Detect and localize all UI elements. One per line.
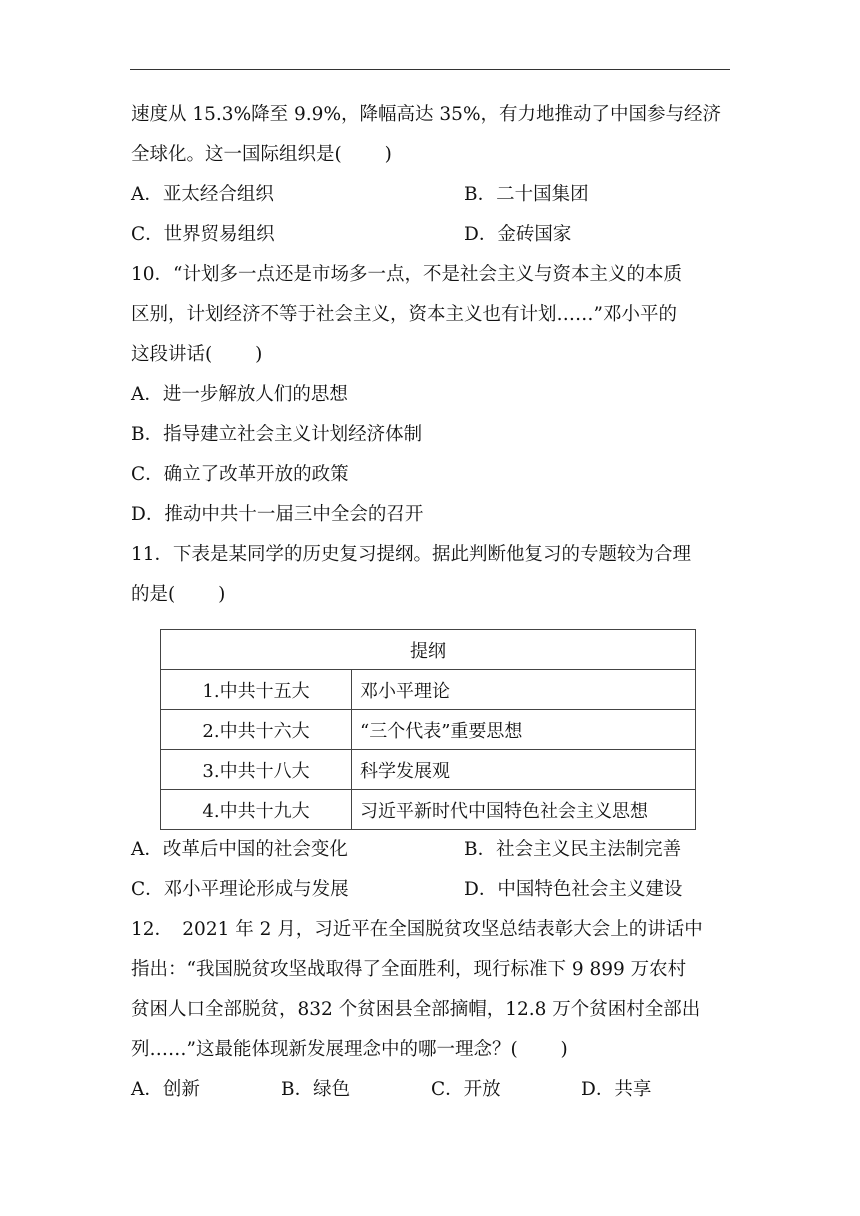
q10-line-3: 这段讲话( ) [131,344,263,365]
q12-option-c[interactable]: C．开放 [431,1079,501,1100]
outline-theory-2: “三个代表”重要思想 [352,710,696,750]
q9-option-d[interactable]: D．金砖国家 [464,224,572,245]
q12-line-4: 列……”这最能体现新发展理念中的哪一理念？( ) [131,1039,568,1060]
outline-congress-4: 4.中共十九大 [161,790,352,830]
q11-options-row-2 [131,870,731,910]
q11-option-a[interactable]: A．改革后中国的社会变化 [131,839,348,860]
q12-line-3: 贫困人口全部脱贫，832 个贫困县全部摘帽，12.8 万个贫困村全部出 [131,999,701,1020]
q9-options-row-2 [131,215,731,255]
q11-option-b[interactable]: B．社会主义民主法制完善 [464,839,682,860]
outline-congress-2: 2.中共十六大 [161,710,352,750]
outline-theory-3: 科学发展观 [352,750,696,790]
q9-option-c[interactable]: C．世界贸易组织 [131,224,275,245]
q11-line-2: 的是( ) [131,584,226,605]
q12-option-d[interactable]: D．共享 [581,1079,652,1100]
q9-line-1: 速度从 15.3%降至 9.9%，降幅高达 35%，有力地推动了中国参与经济 [131,104,722,125]
q9-options-row-1 [131,175,731,215]
q9-option-a[interactable]: A．亚太经合组织 [131,184,274,205]
q10-line-2: 区别，计划经济不等于社会主义，资本主义也有计划……”邓小平的 [131,304,677,325]
q11-option-c[interactable]: C．邓小平理论形成与发展 [131,879,349,900]
q12-options-row [131,1070,731,1110]
table-row [161,790,696,830]
q12-line-1: 12． 2021 年 2 月，习近平在全国脱贫攻坚总结表彰大会上的讲话中 [131,919,703,940]
outline-table [160,629,696,830]
q12-option-b[interactable]: B．绿色 [281,1079,351,1100]
exam-page [131,95,731,1110]
outline-theory-1: 邓小平理论 [352,670,696,710]
outline-header-row [161,630,696,670]
q9-option-b[interactable]: B．二十国集团 [464,184,589,205]
q10-line-1: 10．“计划多一点还是市场多一点，不是社会主义与资本主义的本质 [131,264,683,285]
q12-option-a[interactable]: A．创新 [131,1079,200,1100]
outline-header: 提纲 [161,630,696,670]
q10-option-a[interactable]: A．进一步解放人们的思想 [131,384,348,405]
q9-line-2: 全球化。这一国际组织是( ) [131,144,392,165]
header-rule [130,69,730,70]
table-row [161,670,696,710]
q12-line-2: 指出：“我国脱贫攻坚战取得了全面胜利，现行标准下 9 899 万农村 [131,959,687,980]
q10-option-b[interactable]: B．指导建立社会主义计划经济体制 [131,424,423,445]
table-row [161,750,696,790]
outline-theory-4: 习近平新时代中国特色社会主义思想 [352,790,696,830]
outline-congress-3: 3.中共十八大 [161,750,352,790]
q10-option-d[interactable]: D．推动中共十一届三中全会的召开 [131,504,424,525]
q11-line-1: 11．下表是某同学的历史复习提纲。据此判断他复习的专题较为合理 [131,544,692,565]
table-row [161,710,696,750]
q11-option-d[interactable]: D．中国特色社会主义建设 [464,879,683,900]
outline-congress-1: 1.中共十五大 [161,670,352,710]
q11-options-row-1 [131,830,731,870]
q10-option-c[interactable]: C．确立了改革开放的政策 [131,464,349,485]
